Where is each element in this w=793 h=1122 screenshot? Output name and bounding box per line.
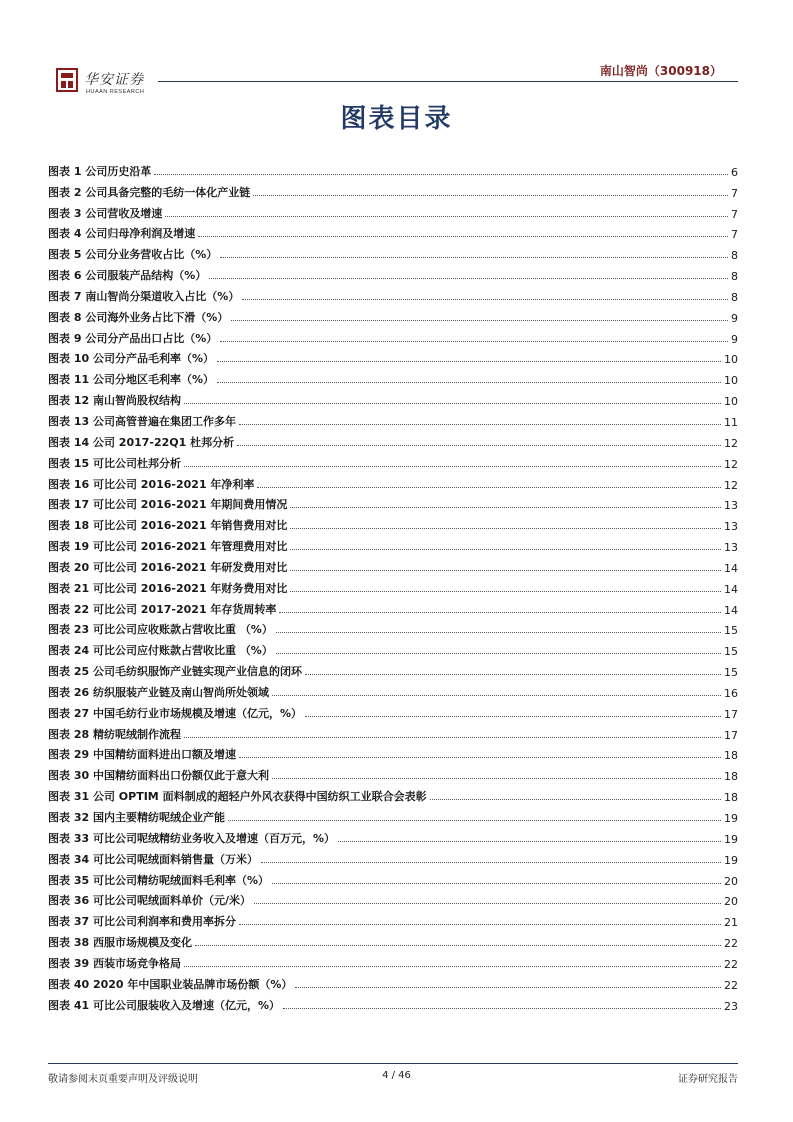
toc-entry[interactable] bbox=[48, 471, 738, 492]
toc-entry-page: 20 bbox=[724, 874, 738, 888]
toc-entry-page: 10 bbox=[724, 395, 738, 409]
toc-entry-label: 图表 39 西装市场竞争格局 bbox=[48, 956, 181, 970]
logo-text-cn: 华安证券 bbox=[84, 72, 144, 88]
toc-entry-page: 23 bbox=[724, 999, 738, 1013]
toc-entry[interactable] bbox=[48, 241, 738, 262]
toc-leader-dots bbox=[220, 256, 728, 258]
toc-entry-label: 图表 20 可比公司 2016-2021 年研发费用对比 bbox=[48, 560, 288, 574]
toc-leader-dots bbox=[290, 527, 721, 529]
toc-leader-dots bbox=[198, 235, 728, 237]
footer-report-type: 证券研究报告 bbox=[678, 1074, 738, 1085]
toc-entry-label: 图表 37 可比公司利润率和费用率拆分 bbox=[48, 915, 236, 929]
toc-entry[interactable] bbox=[48, 512, 738, 533]
toc-entry-page: 11 bbox=[724, 415, 738, 429]
toc-entry-label: 图表 9 公司分产品出口占比（%） bbox=[48, 331, 218, 345]
toc-entry[interactable] bbox=[48, 888, 738, 909]
toc-entry[interactable] bbox=[48, 554, 738, 575]
toc-leader-dots bbox=[184, 965, 721, 967]
toc-entry[interactable] bbox=[48, 679, 738, 700]
toc-entry-label: 图表 14 公司 2017-22Q1 杜邦分析 bbox=[48, 435, 235, 449]
toc-entry[interactable] bbox=[48, 346, 738, 367]
toc-entry[interactable] bbox=[48, 283, 738, 304]
toc-leader-dots bbox=[279, 611, 721, 613]
toc-leader-dots bbox=[220, 340, 728, 342]
toc-entry-page: 8 bbox=[731, 290, 738, 304]
toc-entry-label: 图表 31 公司 OPTIM 面料制成的超轻户外风衣获得中国纺织工业联合会表彰 bbox=[48, 790, 427, 804]
toc-entry[interactable] bbox=[48, 325, 738, 346]
toc-entry-label: 图表 11 公司分地区毛利率（%） bbox=[48, 373, 214, 387]
toc-entry[interactable] bbox=[48, 429, 738, 450]
toc-entry-page: 13 bbox=[724, 541, 738, 555]
toc-entry-label: 图表 8 公司海外业务占比下滑（%） bbox=[48, 310, 229, 324]
toc-leader-dots bbox=[290, 590, 721, 592]
huaan-logo-icon bbox=[56, 68, 78, 92]
toc-leader-dots bbox=[283, 1007, 721, 1009]
toc-entry-page: 22 bbox=[724, 978, 738, 992]
toc-leader-dots bbox=[184, 402, 721, 404]
toc-entry[interactable] bbox=[48, 637, 738, 658]
toc-leader-dots bbox=[154, 173, 728, 175]
toc-entry-page: 22 bbox=[724, 937, 738, 951]
toc-entry-page: 19 bbox=[724, 812, 738, 825]
toc-entry-label: 图表 12 南山智尚股权结构 bbox=[48, 394, 181, 408]
toc-entry[interactable] bbox=[48, 366, 738, 387]
toc-entry[interactable] bbox=[48, 262, 738, 283]
toc-entry-label: 图表 26 纺织服装产业链及南山智尚所处领域 bbox=[48, 685, 269, 699]
toc-entry[interactable] bbox=[48, 825, 738, 846]
toc-leader-dots bbox=[239, 756, 721, 758]
toc-leader-dots bbox=[242, 298, 728, 300]
toc-entry[interactable] bbox=[48, 596, 738, 617]
toc-entry-label: 图表 29 中国精纺面料进出口额及增速 bbox=[48, 748, 236, 762]
toc-entry[interactable] bbox=[48, 200, 738, 221]
toc-entry-page: 18 bbox=[724, 791, 738, 805]
toc-entry[interactable] bbox=[48, 221, 738, 242]
toc-entry-page: 9 bbox=[731, 332, 738, 346]
page-number: 4 / 46 bbox=[382, 1070, 411, 1081]
toc-entry-page: 15 bbox=[724, 645, 738, 659]
toc-entry[interactable] bbox=[48, 408, 738, 429]
toc-leader-dots bbox=[272, 694, 721, 696]
toc-entry[interactable] bbox=[48, 783, 738, 804]
toc-entry[interactable] bbox=[48, 179, 738, 200]
toc-entry[interactable] bbox=[48, 867, 738, 888]
toc-entry-page: 12 bbox=[724, 478, 738, 492]
toc-entry-label: 图表 18 可比公司 2016-2021 年销售费用对比 bbox=[48, 519, 288, 533]
toc-leader-dots bbox=[272, 882, 721, 884]
toc-leader-dots bbox=[290, 548, 721, 550]
toc-entry-page: 6 bbox=[731, 165, 738, 179]
toc-entry[interactable] bbox=[48, 304, 738, 325]
toc-leader-dots bbox=[228, 819, 721, 821]
toc-entry[interactable] bbox=[48, 762, 738, 783]
toc-entry-page: 18 bbox=[724, 770, 738, 784]
toc-entry-label: 图表 34 可比公司呢绒面料销售量（万米） bbox=[48, 852, 258, 866]
toc-leader-dots bbox=[217, 381, 721, 383]
toc-entry-page: 8 bbox=[731, 270, 738, 284]
toc-entry-page: 17 bbox=[724, 707, 738, 721]
toc-entry-page: 12 bbox=[724, 436, 738, 450]
toc-entry-page: 8 bbox=[731, 249, 738, 263]
toc-leader-dots bbox=[276, 631, 721, 633]
logo-text-en: HUAAN RESEARCH bbox=[86, 89, 145, 95]
toc-entry-page: 15 bbox=[724, 666, 738, 680]
company-ticker: 南山智尚（300918） bbox=[599, 64, 722, 78]
toc-entry-label: 图表 17 可比公司 2016-2021 年期间费用情况 bbox=[48, 498, 288, 512]
toc-leader-dots bbox=[257, 486, 721, 488]
toc-entry-page: 16 bbox=[724, 686, 738, 700]
toc-leader-dots bbox=[195, 944, 721, 946]
huaan-logo bbox=[56, 66, 156, 100]
toc-entry-page: 7 bbox=[731, 228, 738, 242]
toc-entry[interactable] bbox=[48, 992, 738, 1013]
toc-entry-page: 14 bbox=[724, 582, 738, 596]
toc-entry-label: 图表 13 公司高管普遍在集团工作多年 bbox=[48, 414, 236, 428]
toc-entry-label: 图表 3 公司营收及增速 bbox=[48, 206, 163, 220]
toc-leader-dots bbox=[261, 861, 721, 863]
toc-entry-page: 13 bbox=[724, 520, 738, 534]
toc-entry-page: 14 bbox=[724, 603, 738, 617]
toc-entry-page: 19 bbox=[724, 853, 738, 867]
toc-entry-label: 图表 36 可比公司呢绒面料单价（元/米） bbox=[48, 894, 251, 908]
toc-entry-label: 图表 23 可比公司应收账款占营收比重 （%） bbox=[48, 623, 273, 637]
toc-entry-page: 17 bbox=[724, 728, 738, 742]
toc-entry-page: 7 bbox=[731, 186, 738, 200]
toc-entry-label: 图表 35 可比公司精纺呢绒面料毛利率（%） bbox=[48, 873, 269, 887]
toc-entry-label: 图表 25 公司毛纺织服饰产业链实现产业信息的闭环 bbox=[48, 665, 302, 679]
toc-entry[interactable] bbox=[48, 908, 738, 929]
toc-entry[interactable] bbox=[48, 450, 738, 471]
toc-entry[interactable] bbox=[48, 971, 738, 992]
toc-leader-dots bbox=[305, 673, 721, 675]
toc-entry-label: 图表 33 可比公司呢绒精纺业务收入及增速（百万元，%） bbox=[48, 831, 335, 845]
toc-entry[interactable] bbox=[48, 387, 738, 408]
toc-entry-label: 图表 15 可比公司杜邦分析 bbox=[48, 456, 181, 470]
toc-leader-dots bbox=[254, 902, 721, 904]
header-rule bbox=[158, 81, 738, 82]
toc-leader-dots bbox=[253, 194, 728, 196]
toc-entry-label: 图表 19 可比公司 2016-2021 年管理费用对比 bbox=[48, 540, 288, 554]
toc-leader-dots bbox=[290, 569, 721, 571]
toc-leader-dots bbox=[217, 360, 721, 362]
toc-entry[interactable] bbox=[48, 533, 738, 554]
toc-entry-page: 10 bbox=[724, 353, 738, 367]
toc-entry[interactable] bbox=[48, 575, 738, 596]
toc-entry-page: 10 bbox=[724, 374, 738, 388]
toc-entry-page: 13 bbox=[724, 499, 738, 513]
toc-entry-label: 图表 40 2020 年中国职业装品牌市场份额（%） bbox=[48, 977, 293, 991]
toc-leader-dots bbox=[295, 986, 721, 988]
toc-entry-label: 图表 38 西服市场规模及变化 bbox=[48, 936, 192, 950]
toc-entry-label: 图表 22 可比公司 2017-2021 年存货周转率 bbox=[48, 602, 277, 616]
toc-entry[interactable] bbox=[48, 492, 738, 513]
toc-leader-dots bbox=[338, 840, 721, 842]
toc-entry-label: 图表 5 公司分业务营收占比（%） bbox=[48, 248, 218, 262]
toc-entry[interactable] bbox=[48, 742, 738, 763]
toc-entry-label: 图表 30 中国精纺面料出口份额仅此于意大利 bbox=[48, 769, 269, 783]
toc-entry-label: 图表 32 国内主要精纺呢绒企业产能 bbox=[48, 811, 225, 824]
toc-entry-label: 图表 16 可比公司 2016-2021 年净利率 bbox=[48, 477, 255, 491]
toc-leader-dots bbox=[305, 715, 721, 717]
toc-leader-dots bbox=[239, 923, 721, 925]
toc-entry-page: 21 bbox=[724, 916, 738, 930]
toc-entry[interactable] bbox=[48, 804, 738, 825]
footer-rule bbox=[48, 1063, 738, 1064]
toc-entry-page: 18 bbox=[724, 749, 738, 763]
toc-entry[interactable] bbox=[48, 721, 738, 742]
toc-leader-dots bbox=[231, 319, 728, 321]
toc-entry-page: 15 bbox=[724, 624, 738, 638]
toc-entry-label: 图表 24 可比公司应付账款占营收比重 （%） bbox=[48, 644, 273, 658]
toc-entry-page: 12 bbox=[724, 457, 738, 471]
page-header bbox=[48, 60, 738, 100]
toc-entry-label: 图表 4 公司归母净利润及增速 bbox=[48, 227, 196, 241]
toc-entry-page: 19 bbox=[724, 832, 738, 846]
toc-leader-dots bbox=[165, 215, 728, 217]
toc-entry-label: 图表 6 公司服装产品结构（%） bbox=[48, 269, 207, 283]
toc-leader-dots bbox=[209, 277, 728, 279]
toc-entry-label: 图表 2 公司具备完整的毛纺一体化产业链 bbox=[48, 185, 251, 199]
toc-entry-page: 7 bbox=[731, 207, 738, 221]
toc-entry-page: 14 bbox=[724, 561, 738, 575]
toc-leader-dots bbox=[239, 423, 721, 425]
toc-list bbox=[48, 158, 738, 1013]
toc-entry-label: 图表 21 可比公司 2016-2021 年财务费用对比 bbox=[48, 581, 288, 595]
toc-leader-dots bbox=[430, 798, 721, 800]
toc-entry-label: 图表 1 公司历史沿革 bbox=[48, 164, 152, 178]
footer-disclaimer: 敬请参阅末页重要声明及评级说明 bbox=[48, 1074, 198, 1085]
toc-leader-dots bbox=[276, 652, 721, 654]
toc-entry[interactable] bbox=[48, 846, 738, 867]
toc-entry-label: 图表 10 公司分产品毛利率（%） bbox=[48, 352, 214, 366]
toc-leader-dots bbox=[237, 444, 721, 446]
toc-entry-label: 图表 28 精纺呢绒制作流程 bbox=[48, 727, 181, 741]
toc-leader-dots bbox=[184, 736, 721, 738]
toc-entry[interactable] bbox=[48, 929, 738, 950]
toc-entry[interactable] bbox=[48, 158, 738, 179]
toc-entry[interactable] bbox=[48, 617, 738, 638]
toc-entry-page: 22 bbox=[724, 957, 738, 971]
toc-leader-dots bbox=[290, 506, 721, 508]
toc-entry-label: 图表 41 可比公司服装收入及增速（亿元，%） bbox=[48, 998, 280, 1012]
page-title: 图表目录 bbox=[340, 104, 453, 134]
toc-entry[interactable] bbox=[48, 950, 738, 971]
toc-entry-page: 20 bbox=[724, 895, 738, 909]
toc-leader-dots bbox=[272, 777, 721, 779]
toc-entry[interactable] bbox=[48, 658, 738, 679]
toc-entry-label: 图表 7 南山智尚分渠道收入占比（%） bbox=[48, 289, 240, 303]
toc-leader-dots bbox=[184, 465, 721, 467]
toc-entry[interactable] bbox=[48, 700, 738, 721]
toc-entry-page: 9 bbox=[731, 311, 738, 325]
toc-entry-label: 图表 27 中国毛纺行业市场规模及增速（亿元，%） bbox=[48, 706, 302, 720]
